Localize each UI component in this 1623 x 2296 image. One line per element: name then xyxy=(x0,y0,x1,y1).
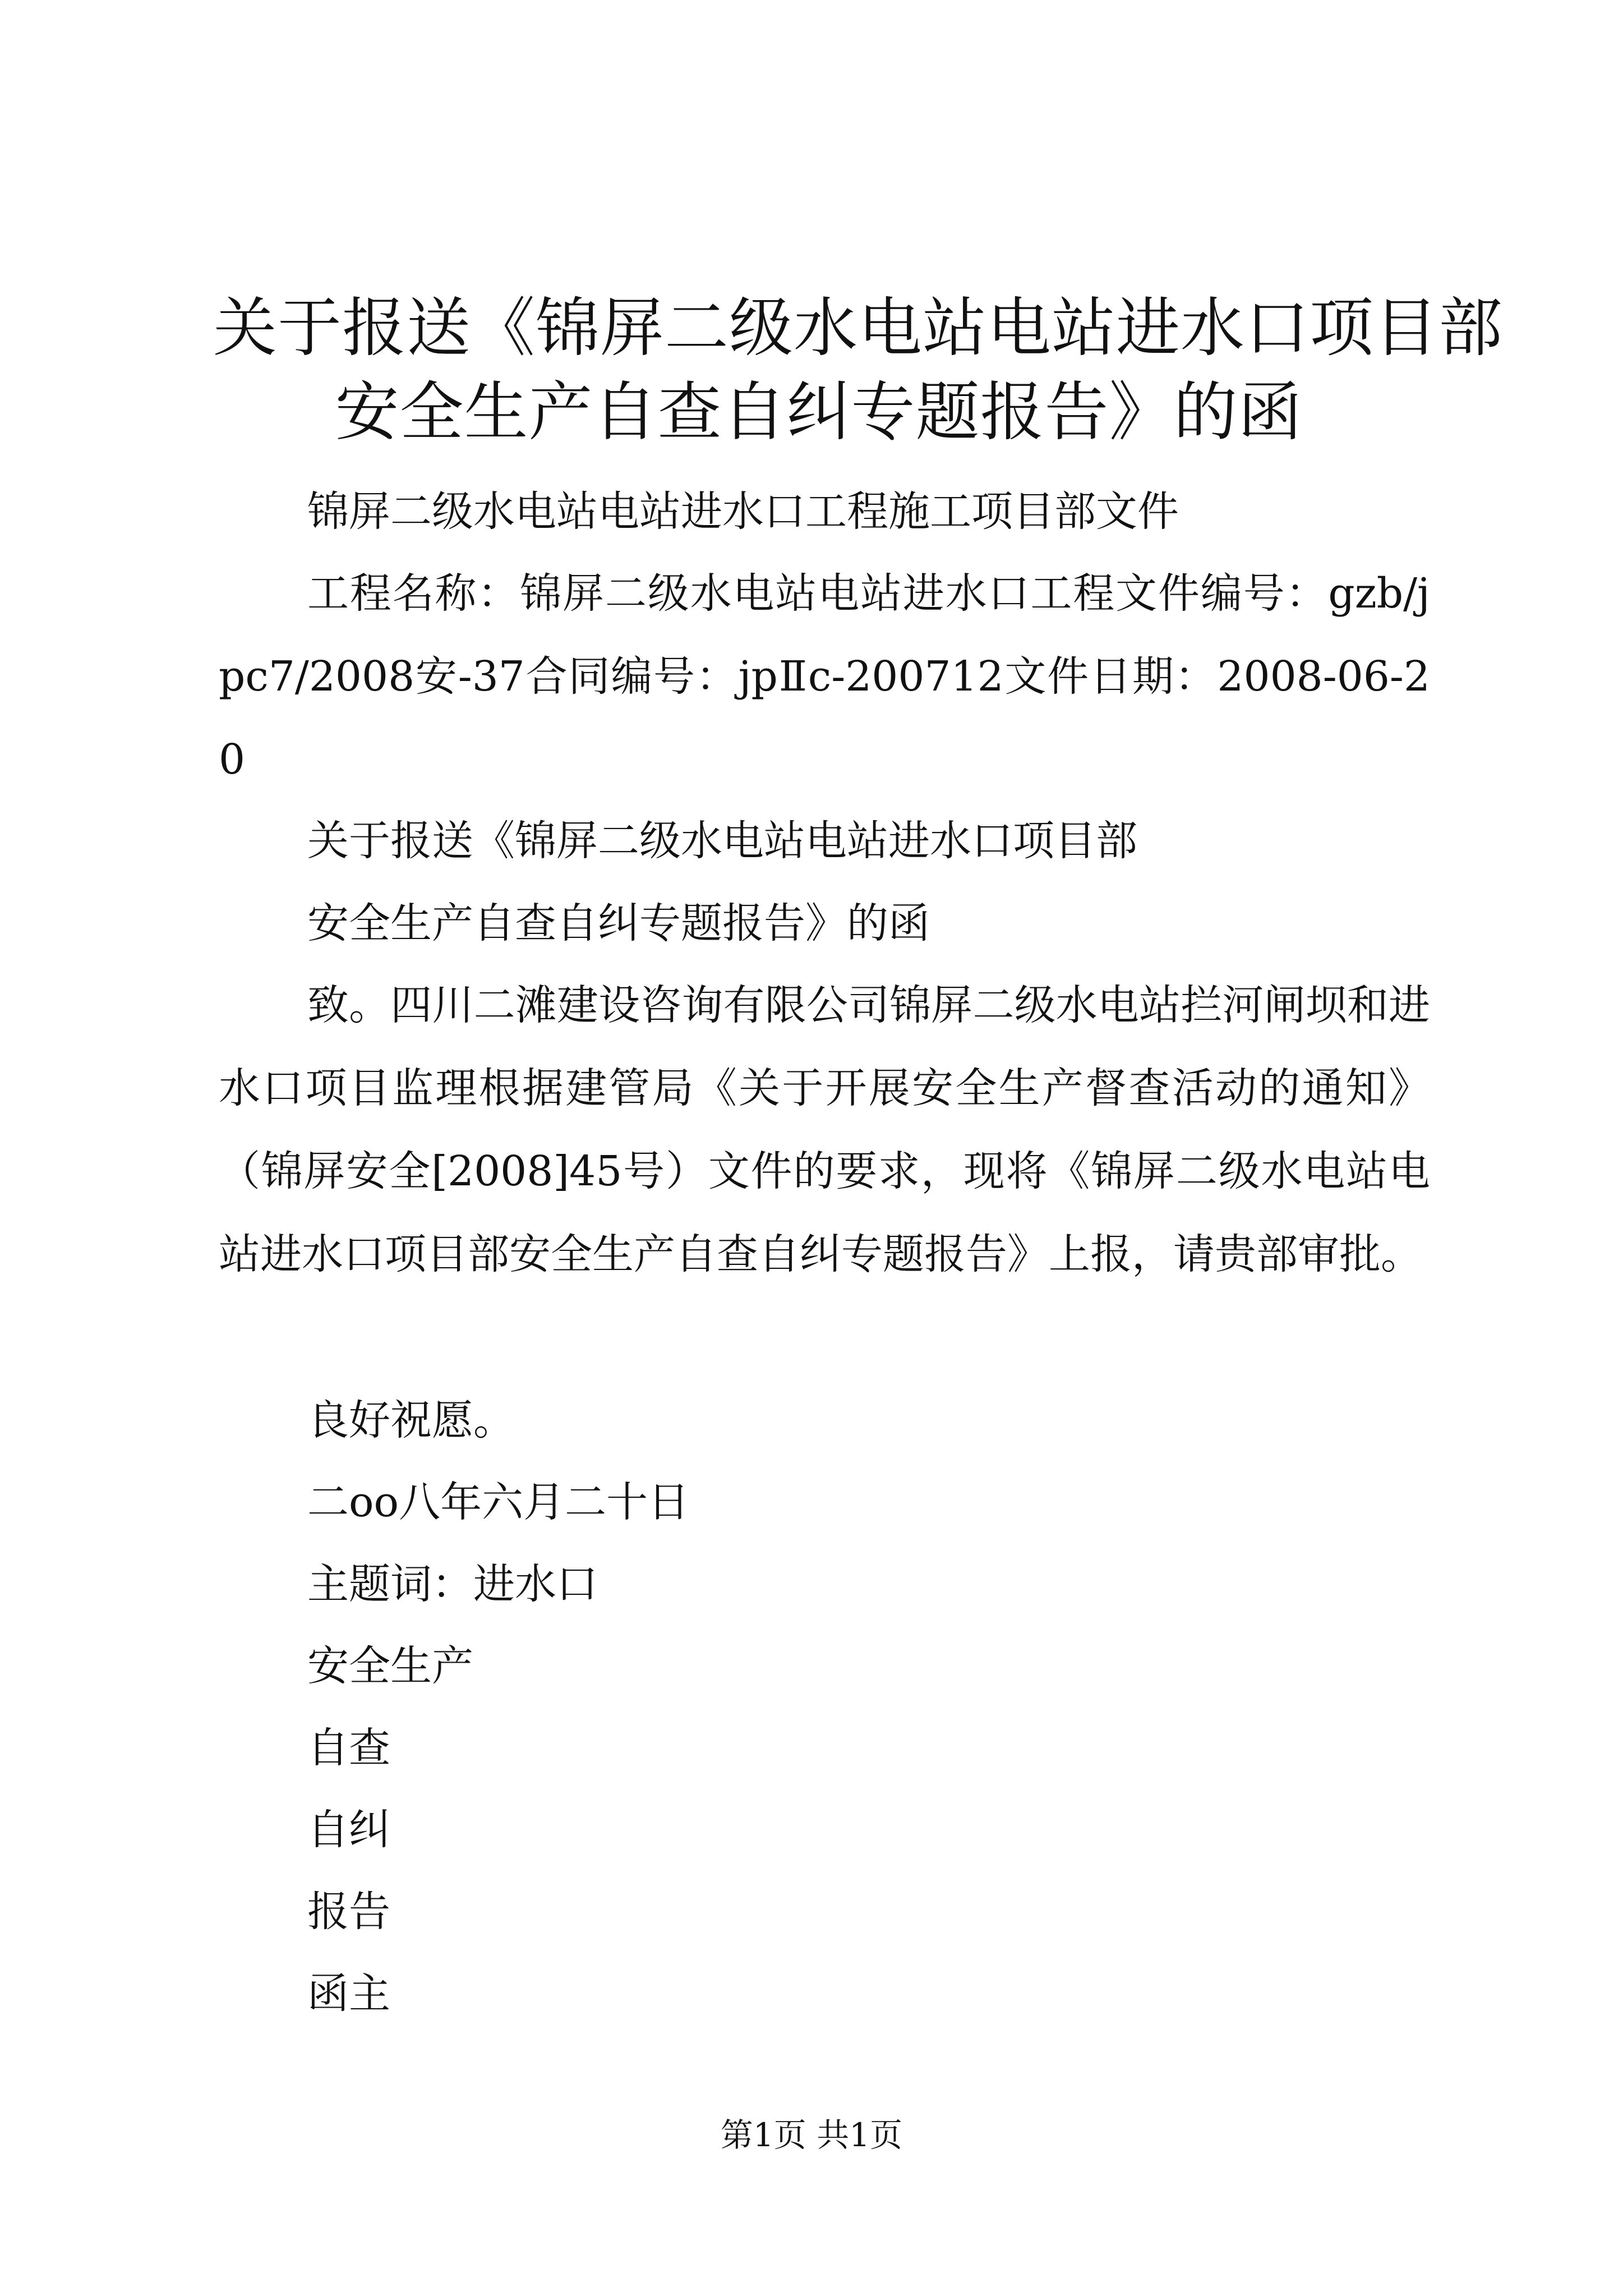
closing-line: 良好祝愿。 xyxy=(307,1396,515,1444)
date-line: 二oo八年六月二十日 xyxy=(307,1478,690,1526)
keyword-item: 自纠 xyxy=(307,1806,390,1854)
document-title-line-2: 安全生产自查自纠专题报告》的函 xyxy=(335,375,1303,449)
keywords-label: 主题词：进水口 xyxy=(307,1560,598,1608)
organization-line: 锦屏二级水电站电站进水口工程施工项目部文件 xyxy=(307,487,1179,536)
page-number-footer: 第1页 共1页 xyxy=(720,2116,903,2154)
body-paragraph: 致。四川二滩建设咨询有限公司锦屏二级水电站拦河闸坝和进水口项目监理根据建管局《关于开展安全生产督查活动的通知》（锦屏安全[2008]45号）文件的要求，现将《锦屏二级水电站电站进水口项目部安全生产自查自纠专题报告》上报，请贵部审批。 xyxy=(219,981,1430,1278)
document-title-line-1: 关于报送《锦屏二级水电站电站进水口项目部 xyxy=(213,291,1504,365)
subject-line-2: 安全生产自查自纠专题报告》的函 xyxy=(307,899,930,947)
keyword-item: 自查 xyxy=(307,1724,390,1772)
keyword-item: 安全生产 xyxy=(307,1642,473,1690)
keyword-item: 函主 xyxy=(307,1970,390,2018)
keyword-item: 报告 xyxy=(307,1888,390,1936)
subject-line-1: 关于报送《锦屏二级水电站电站进水口项目部 xyxy=(307,817,1137,865)
project-info-paragraph: 工程名称：锦屏二级水电站电站进水口工程文件编号：gzb/jpc7/2008安-37合同编号：jpⅡc-200712文件日期：2008-06-20 xyxy=(219,569,1430,784)
